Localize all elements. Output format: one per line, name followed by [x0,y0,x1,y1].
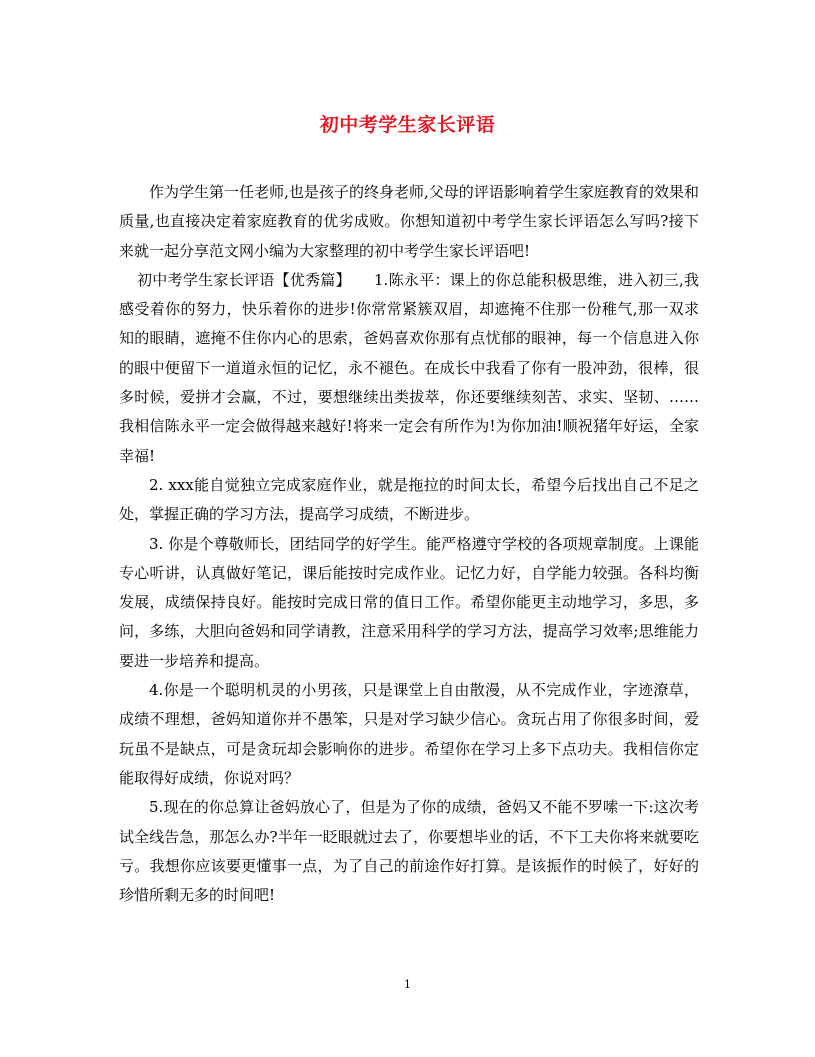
paragraph-3: 3. 你是个尊敬师长，团结同学的好学生。能严格遵守学校的各项规章制度。上课能专心听讲，认真做好笔记，课后能按时完成作业。记忆力好，自学能力较强。各科均衡发展，成绩保持良好。能按时完成日常的值日工作。希望你能更主动地学习，多思，多问，多练，大胆向爸妈和同学请教，注意采用科学的学习方法，提高学习效率;思维能力要进一步培养和提高。 [119,534,699,670]
paragraph-2: 2. xxx能自觉独立完成家庭作业，就是拖拉的时间太长，希望今后找出自己不足之处，掌握正确的学习方法，提高学习成绩，不断进步。 [119,475,699,524]
page-number: 1 [404,978,411,991]
paragraph-4: 4.你是一个聪明机灵的小男孩，只是课堂上自由散漫，从不完成作业，字迹潦草，成绩不理想，爸妈知道你并不愚笨，只是对学习缺少信心。贪玩占用了你很多时间，爱玩虽不是缺点，可是贪玩却会影响你的进步。希望你在学习上多下点功夫。我相信你定能取得好成绩，你说对吗？ [119,681,699,787]
paragraph-5: 5.现在的你总算让爸妈放心了，但是为了你的成绩，爸妈又不能不罗嗦一下:这次考试全线告急，那怎么办?半年一眨眼就过去了，你要想毕业的话，不下工夫你将来就要吃亏。我想你应该要更懂事一点，为了自己的前途作好打算。是该振作的时候了，好好的珍惜所剩无多的时间吧! [119,798,699,905]
paragraph-intro: 作为学生第一任老师,也是孩子的终身老师,父母的评语影响着学生家庭教育的效果和质量,也直接决定着家庭教育的优劣成败。你想知道初中考学生家长评语怎么写吗?接下来就一起分享范文网小编为大家整理的初中考学生家长评语吧! [119,183,699,260]
paragraph-1: 初中考学生家长评语【优秀篇】 1.陈永平：课上的你总能积极思维，进入初三,我感受着你的努力，快乐着你的进步!你常常紧簇双眉，却遮掩不住那一份稚气,那一双求知的眼睛，遮掩不住你内心的思索，爸妈喜欢你那有点忧郁的眼神，每一个信息进入你的眼中便留下一道道永恒的记忆，永不褪色。在成长中我看了你有一股冲劲，很棒，很多时候，爱拼才会赢，不过，要想继续出类拔萃，你还要继续刻苦、求实、坚韧、……我相信陈永平一定会做得越来越好!将来一定会有所作为!为你加油!顺祝猪年好运，全家幸福! [119,270,699,465]
document-body [119,178,699,910]
document-title: 初中考学生家长评语 [319,114,496,136]
